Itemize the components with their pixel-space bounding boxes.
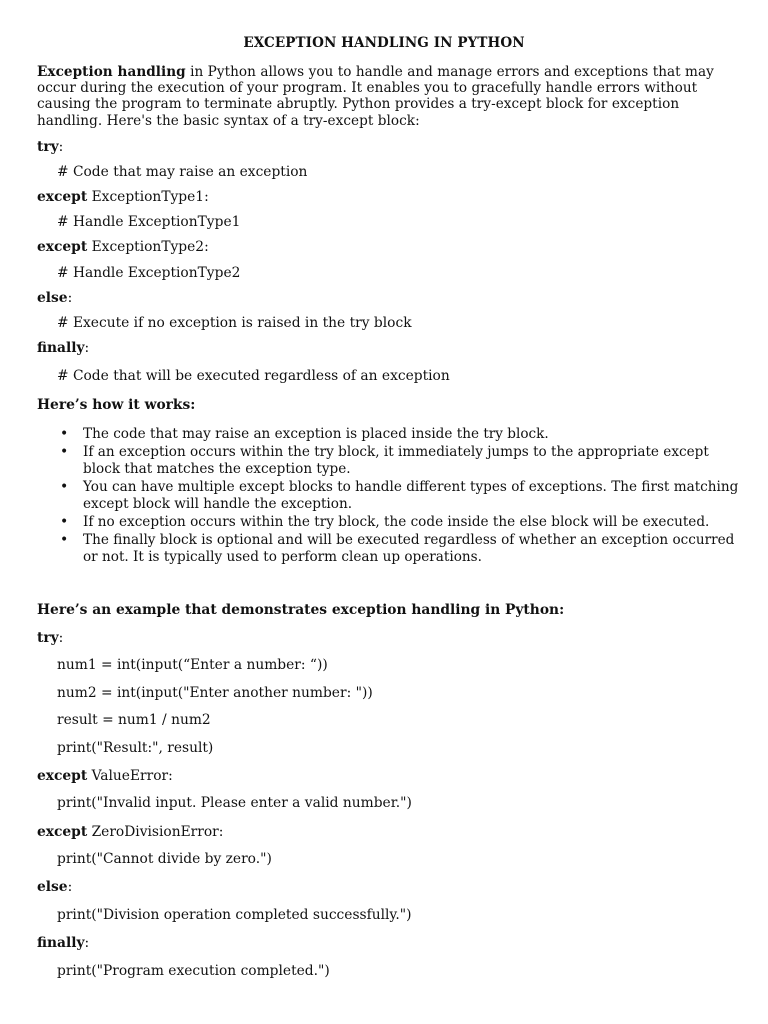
example-code-line-2: num2 = int(input("Enter another number: ")) (57, 685, 373, 701)
syntax-else-comment: # Execute if no exception is raised in the try block (57, 315, 412, 331)
syntax-try-comment: # Code that may raise an exception (57, 164, 308, 180)
list-item: • The finally block is optional and will be executed regardless of whether an exception occurred or not. It is typically used to perform clean up operations. (57, 532, 747, 565)
example-try-line (37, 630, 63, 646)
example-try-colon: : (58, 630, 64, 646)
syntax-finally-line (37, 340, 89, 356)
example-except2-line (37, 824, 223, 840)
example-else-colon: : (67, 879, 73, 895)
syntax-try-line (37, 139, 63, 155)
example-else-body: print("Division operation completed successfully.") (57, 907, 412, 923)
example-else-keyword: else (37, 879, 68, 895)
example-except2-keyword: except (37, 824, 88, 840)
syntax-try-colon: : (58, 139, 64, 155)
syntax-finally-keyword: finally (37, 340, 85, 356)
example-except2-body: print("Cannot divide by zero.") (57, 851, 272, 867)
syntax-except1-comment: # Handle ExceptionType1 (57, 214, 241, 230)
example-code-line-1: num1 = int(input(“Enter a number: “)) (57, 657, 328, 673)
example-except1-type: ValueError: (87, 768, 173, 784)
syntax-try-keyword: try (37, 139, 59, 155)
page-title: EXCEPTION HANDLING IN PYTHON (243, 35, 525, 51)
syntax-except1-type: ExceptionType1: (87, 189, 209, 205)
example-finally-body: print("Program execution completed.") (57, 963, 330, 979)
syntax-else-line (37, 290, 72, 306)
list-item: • You can have multiple except blocks to handle different types of exceptions. The first matching except block will handle the exception. (57, 479, 747, 512)
example-heading: Here’s an example that demonstrates exception handling in Python: (37, 602, 565, 618)
example-try-keyword: try (37, 630, 59, 646)
intro-text: in Python allows you to handle and manage errors and exceptions that may occur during the execution of your program. It enables you to gracefully handle errors without causing the program to terminate abruptly. Python provides a try-except block for exception handling. Here's the basic syntax of a try-except block: (37, 64, 714, 129)
example-finally-line (37, 935, 89, 951)
how-it-works-heading: Here’s how it works: (37, 397, 196, 413)
example-except1-line (37, 768, 173, 784)
syntax-except2-type: ExceptionType2: (87, 239, 209, 255)
intro-paragraph (37, 64, 737, 129)
syntax-except2-comment: # Handle ExceptionType2 (57, 265, 241, 281)
syntax-except1-keyword: except (37, 189, 88, 205)
list-item: • If no exception occurs within the try block, the code inside the else block will be executed. (57, 514, 747, 530)
example-finally-colon: : (84, 935, 90, 951)
example-except1-body: print("Invalid input. Please enter a valid number.") (57, 795, 412, 811)
syntax-else-colon: : (67, 290, 73, 306)
intro-bold-term: Exception handling (37, 64, 186, 80)
example-finally-keyword: finally (37, 935, 85, 951)
example-code-line-4: print("Result:", result) (57, 740, 214, 756)
example-except2-type: ZeroDivisionError: (87, 824, 224, 840)
syntax-finally-comment: # Code that will be executed regardless of an exception (57, 368, 450, 384)
list-item: • The code that may raise an exception is placed inside the try block. (57, 426, 747, 442)
example-except1-keyword: except (37, 768, 88, 784)
syntax-else-keyword: else (37, 290, 68, 306)
syntax-finally-colon: : (84, 340, 90, 356)
how-it-works-list (57, 426, 747, 567)
syntax-except2-keyword: except (37, 239, 88, 255)
syntax-except1-line (37, 189, 209, 205)
example-else-line (37, 879, 72, 895)
example-code-line-3: result = num1 / num2 (57, 712, 211, 728)
syntax-except2-line (37, 239, 209, 255)
list-item: • If an exception occurs within the try block, it immediately jumps to the appropriate except block that matches the exception type. (57, 444, 747, 477)
